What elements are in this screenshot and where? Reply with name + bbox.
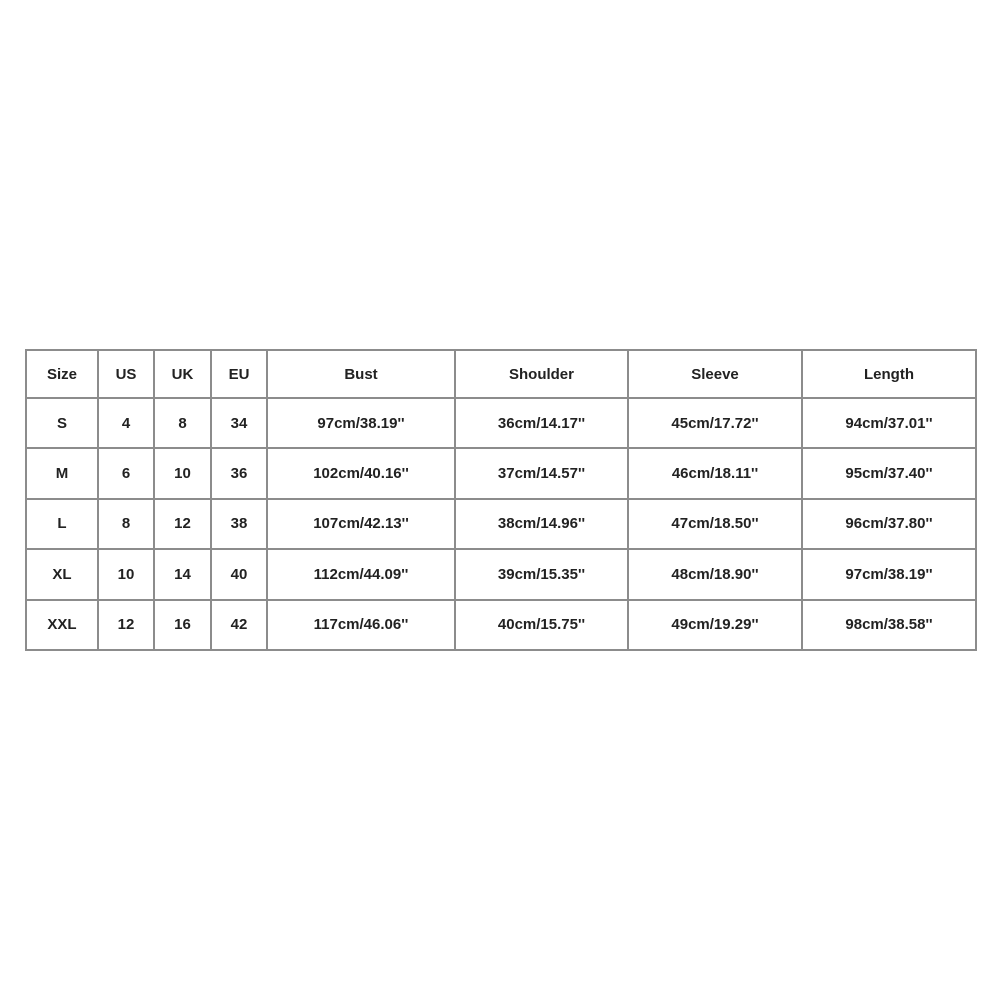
header-cell-size: Size — [26, 350, 98, 398]
header-cell-bust: Bust — [267, 350, 455, 398]
cell-length: 95cm/37.40'' — [802, 448, 976, 498]
cell-us: 10 — [98, 549, 154, 599]
header-row — [26, 350, 976, 398]
cell-sleeve: 48cm/18.90'' — [628, 549, 802, 599]
cell-length: 94cm/37.01'' — [802, 398, 976, 448]
cell-eu: 38 — [211, 499, 267, 549]
table-row — [26, 549, 976, 599]
header-cell-eu: EU — [211, 350, 267, 398]
header-cell-length: Length — [802, 350, 976, 398]
cell-sleeve: 46cm/18.11'' — [628, 448, 802, 498]
table-row — [26, 600, 976, 650]
cell-size: M — [26, 448, 98, 498]
cell-shoulder: 38cm/14.96'' — [455, 499, 628, 549]
cell-shoulder: 37cm/14.57'' — [455, 448, 628, 498]
cell-eu: 40 — [211, 549, 267, 599]
cell-eu: 34 — [211, 398, 267, 448]
cell-us: 4 — [98, 398, 154, 448]
cell-length: 98cm/38.58'' — [802, 600, 976, 650]
cell-size: S — [26, 398, 98, 448]
cell-size: XL — [26, 549, 98, 599]
cell-shoulder: 40cm/15.75'' — [455, 600, 628, 650]
cell-us: 12 — [98, 600, 154, 650]
cell-uk: 10 — [154, 448, 211, 498]
cell-uk: 8 — [154, 398, 211, 448]
cell-length: 96cm/37.80'' — [802, 499, 976, 549]
size-chart-table — [25, 349, 977, 651]
cell-us: 6 — [98, 448, 154, 498]
cell-us: 8 — [98, 499, 154, 549]
cell-sleeve: 45cm/17.72'' — [628, 398, 802, 448]
cell-bust: 97cm/38.19'' — [267, 398, 455, 448]
cell-eu: 36 — [211, 448, 267, 498]
cell-eu: 42 — [211, 600, 267, 650]
cell-uk: 16 — [154, 600, 211, 650]
cell-length: 97cm/38.19'' — [802, 549, 976, 599]
cell-bust: 117cm/46.06'' — [267, 600, 455, 650]
header-cell-sleeve: Sleeve — [628, 350, 802, 398]
header-cell-uk: UK — [154, 350, 211, 398]
cell-bust: 107cm/42.13'' — [267, 499, 455, 549]
header-cell-shoulder: Shoulder — [455, 350, 628, 398]
cell-shoulder: 36cm/14.17'' — [455, 398, 628, 448]
cell-size: L — [26, 499, 98, 549]
cell-shoulder: 39cm/15.35'' — [455, 549, 628, 599]
cell-bust: 112cm/44.09'' — [267, 549, 455, 599]
cell-uk: 14 — [154, 549, 211, 599]
table-row — [26, 448, 976, 498]
cell-sleeve: 49cm/19.29'' — [628, 600, 802, 650]
cell-uk: 12 — [154, 499, 211, 549]
header-cell-us: US — [98, 350, 154, 398]
table-row — [26, 499, 976, 549]
cell-size: XXL — [26, 600, 98, 650]
cell-bust: 102cm/40.16'' — [267, 448, 455, 498]
table-row — [26, 398, 976, 448]
cell-sleeve: 47cm/18.50'' — [628, 499, 802, 549]
